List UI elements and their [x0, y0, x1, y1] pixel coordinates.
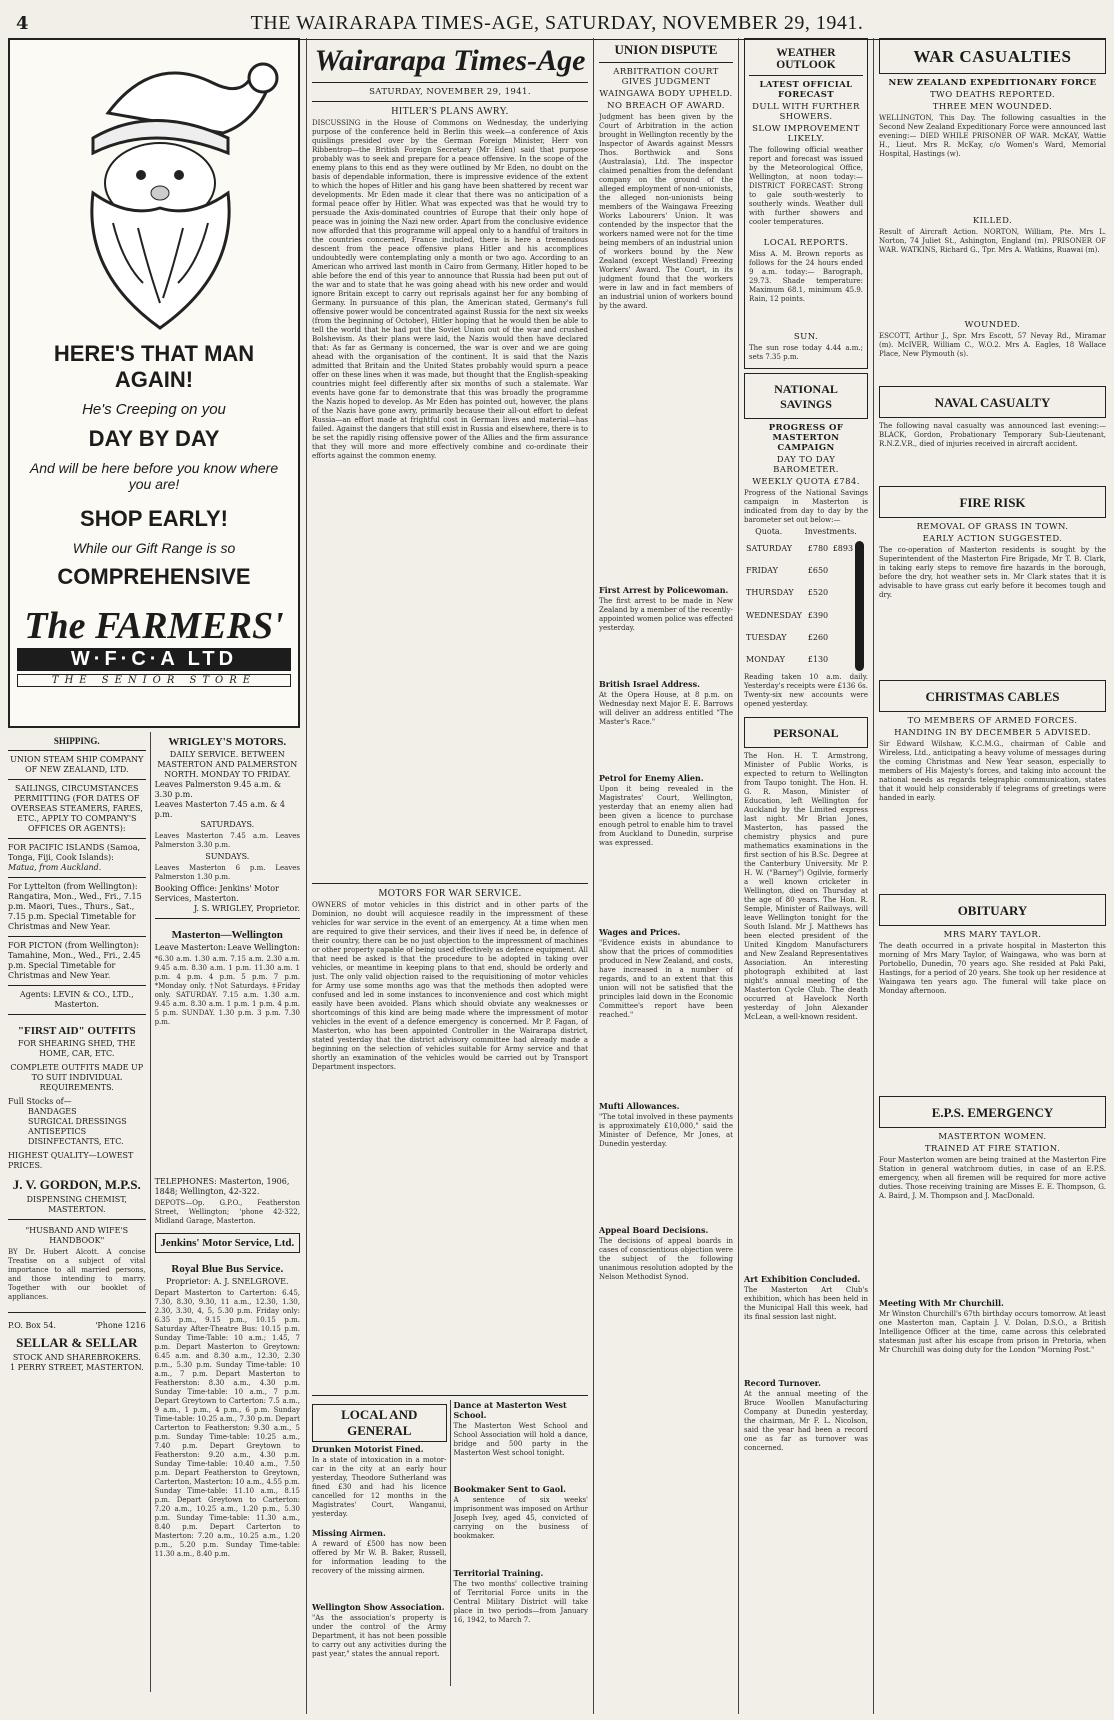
logo-tagline: THE SENIOR STORE [17, 674, 291, 687]
first-aid-for: FOR SHEARING SHED, THE HOME, CAR, ETC. [18, 1039, 136, 1058]
savings-columns [744, 527, 868, 537]
fire-heading: FIRE RISK [959, 495, 1026, 510]
section-heading: Meeting With Mr Churchill. [879, 1298, 1004, 1308]
first-aid-item: SURGICAL DRESSINGS [28, 1117, 127, 1126]
section-heading: Mufti Allowances. [599, 1101, 680, 1111]
farmers-advert [8, 38, 300, 728]
local-item-title: Drunken Motorist Fined. [312, 1444, 424, 1454]
fire-sub: REMOVAL OF GRASS IN TOWN. [916, 522, 1069, 532]
ad-line: And will be here before you know where you are! [29, 460, 279, 492]
jenkins-route: Masterton—Wellington [171, 929, 283, 941]
ad-headline-2: AGAIN! [114, 367, 194, 392]
first-aid-stocks: Full Stocks of— [8, 1097, 72, 1106]
savings-cell-day: MONDAY [746, 655, 785, 665]
savings-cell-day: WEDNESDAY [746, 610, 802, 620]
ad-line: DAY BY DAY [88, 426, 220, 451]
naval-heading: NAVAL CASUALTY [934, 395, 1051, 410]
union-dispute-heading: UNION DISPUTE [614, 42, 718, 57]
logo-text: The FARMERS' [24, 605, 284, 647]
savings-box [744, 373, 868, 419]
first-aid-item: BANDAGES [28, 1107, 77, 1116]
savings-cell-day: TUESDAY [746, 632, 787, 642]
news-column-5: WAR CASUALTIES NEW ZEALAND EXPEDITIONARY FORCE TWO DEATHS REPORTED. THREE MEN WOUNDED. WELLINGTON, This Day. The following casualties in the Second New Zealand Expeditionary Force were announced last evening:— DIED WHILE PRISONER OF WAR. McKAY, Wattie H., Lieut. Mrs R. McKay, c/o Women's Ward, Memorial Hospital, Hastings (w). KILLED. Result of Aircraft Action. NORTON, William, Pte. Mrs L. Norton, 74 Juliet St., Ashington, England (m). PRISONER OF WAR. WATKINS, Richard G., Tpr. Mrs A. Watkins, Ruawai (m). WOUNDED. ESCOTT, Arthur J., Spr. Mrs Escott, 57 Nevay Rd., Miramar (m). McIVER, William C., W.O.2. Mrs A. Eagles, 18 Wallace Place, New Plymouth (s). NAVAL CASUALTY The following naval casualty was announced last evening:— BLACK, Gordon, Probationary Temporary Sub-Lieutenant, R.N.Z.V.R., died of injuries received in aircraft accident. FIRE RISK REMOVAL OF GRASS IN TOWN. EARLY ACTION SUGGESTED. The co-operation of Masterton residents is sought by the Superintendent of the Masterton Fire Brigade, Mr T. B. Clark, in taking early steps to remove fire hazards in the borough, before the dry, hot weather sets in. Mr Clark states that it is advisable to have grass cut early before it becomes tough and dry. CHRISTMAS CABLES TO MEMBERS OF ARMED FORCES. HANDING IN BY DECEMBER 5 ADVISED. Sir Edward Wilshaw, K.C.M.G., chairman of Cable and Wireless, Ltd., anticipating a heavy volume of messages during the coming Christmas and New Year season, especially to members of His Majesty's forces, and taking into account the national needs as regards telegraphic communication, states that it would help considerably if telegrams of greetings were handed in early. OBITUARY MRS MARY TAYLOR. The death occurred in a private hospital in Masterton this morning of Mrs Mary Taylor, of Waingawa, who was born at Portobello, Dunedin, 70 years ago. She resided at Paki Paki, Hastings, for a period of 20 years. She took up her residence at Waingawa ten years ago. The funeral will take place on Monday afternoon. E.P.S. EMERGENCY MASTERTON WOMEN. TRAINED AT FIRE STATION. Four Masterton women are being trained at the Masterton Fire Station in general watchroom duties, in case of an E.P.S. emergency, when all firemen will be required for more active duties. Those receiving training are Misses E. E. Thompson, G. A. Baird, J. M. Thompson and J. MacDonald. Meeting With Mr Churchill. Mr Winston Churchill's 67th birthday occurs tomorrow. At least one Masterton man, Captain J. V. Dolan, D.S.O., a British Intelligence Officer at the time, came across this celebrated statesman just after his escape from prison in Pretoria, when Mr Churchill was doing duty for the London "Morning Post." [879, 38, 1106, 1714]
leader-1-text: DISCUSSING in the House of Commons on Wednesday, the underlying purpose of the conference held in Berlin this week—a conference of Axis quislings presided over by the German Foreign Minister, Herr von Ribbentrop—the British Foreign Secretary (Mr Eden) said that purpose probably was to seek and prepare for a peace offensive. In the scope of the enemy plans to this end as they were outlined by Mr Eden, no doubt on the basis of dependable information, there is impressive evidence of the extent to which the hopes of Hitler and his gang have been shattered by recent war developments. Mr Eden made it clear that there was no anticipation of a formal peace offer by Hitler. What was expected was that he would try to persuade the Axis-dominated countries of Europe that their only hope of peace was in joining the Nazi new order. Apart from the conclusive evidence now afforded that this programme will appeal only to a handful of traitors in the countries concerned, France included, there is here a tremendous descent from the peace offensive plans Hitler and his accomplices undoubtedly were contemplating only a month or two ago. According to an American who arrived last month in Cairo from Germany, Hitler hoped to be able before the end of this year to announce that Russia had been put out of the war and to state that he was going ahead with his new order and would ignore Britain except to carry out reprisals against her for any bombing of Germany. In pursuance of this plan, the American stated, Germany's full offensive power would be concentrated against Russia for the next six weeks (from the beginning of October), Hitler hoping that he would then be able to tell the world that he had put the Soviet Union out of the war and crushed Bolshevism. As their plans were laid, the Nazis would then have declared that: As far as Germany is concerned, the war is over and we are going ahead with the organisation of the continent. It is said that the Nazis admitted that Britain and the United States probably would spurn a peace offer on these lines when it was made, but thought that the English-speaking countries might feel differently after six months of such a stalemate. War events have gone far to demonstrate that this was broadly the programme the Nazis hoped to develop. As Mr Eden has pointed out, however, the plans of the Nazis have gone awry, primarily because their all-out effort to defeat Russia—an effort made at frightful cost in German lives and material—has failed. Against the dangers that still exist in Russia and elsewhere, there is to be set the rapidly rising offensive power of the Allies and the firm assurance that they will more and more effectively combine and co-ordinate their efforts against the common enemy. [312, 119, 588, 460]
savings-row [744, 604, 855, 626]
handbook-title: "HUSBAND AND WIFE'S HANDBOOK" [25, 1226, 129, 1245]
royal-blue-proprietor: Proprietor: A. J. SNELGROVE. [166, 1277, 289, 1286]
shipping-lyttelton: For Lyttelton (from Wellington): [8, 882, 138, 891]
war-casualties-heading: WAR CASUALTIES [913, 47, 1072, 66]
column-rule [738, 38, 739, 1714]
savings-cell-quota: £130 [807, 655, 829, 665]
war-casualties-box [879, 38, 1106, 74]
column-rule [593, 38, 594, 1714]
savings-row [744, 649, 855, 671]
savings-cell-day: FRIDAY [746, 565, 778, 575]
obituary-box [879, 894, 1106, 926]
union-dispute-sub3: NO BREACH OF AWARD. [607, 101, 725, 111]
personal-box [744, 717, 868, 748]
savings-cell-quota: £260 [807, 632, 829, 642]
wrigley-row: SUNDAYS. [205, 852, 250, 861]
shipping-sailings: SAILINGS, CIRCUMSTANCES PERMITTING (FOR DATES OF OVERSEAS STEAMERS, FARES, ETC., APPLY TO COMPANY'S OFFICES OR AGENTS): [10, 784, 143, 833]
sellar-box: P.O. Box 54. [8, 1321, 56, 1330]
obituary-heading: OBITUARY [957, 903, 1028, 918]
ad-line: While our Gift Range is so [72, 540, 236, 556]
sellar-trade: STOCK AND SHAREBROKERS. [12, 1353, 141, 1362]
savings-cell-day: SATURDAY [746, 543, 793, 553]
chemist-trade: DISPENSING CHEMIST, [26, 1195, 127, 1204]
column-rule [873, 38, 874, 1714]
ads-column [8, 38, 300, 1714]
ad-headline: HERE'S THAT MAN [53, 341, 255, 366]
santa-claus-illustration [13, 43, 295, 333]
ads-lower [8, 732, 300, 1692]
column-rule [306, 38, 307, 1714]
war-casualties-wounded: WOUNDED. [964, 320, 1021, 330]
savings-cell-inv [830, 559, 855, 581]
chemist-town: MASTERTON. [48, 1205, 106, 1214]
page-number: 4 [16, 13, 30, 34]
motor-ads: WRIGLEY'S MOTORS. DAILY SERVICE. BETWEEN MASTERTON AND PALMERSTON NORTH. MONDAY TO FRIDAY. Leaves Palmerston 9.45 a.m. & 3.30 p.m. Leaves Masterton 7.45 a.m. & 4 p.m. SATURDAYS. Leaves Masterton 7.45 a.m. Leaves Palmerston 3.30 p.m. SUNDAYS. Leaves Masterton 6 p.m. Leaves Palmerston 1.30 p.m. Booking Office: Jenkins' Motor Services, Masterton. J. S. WRIGLEY, Proprietor. Masterton—Wellington Leave Masterton: Leave Wellington: *6.30 a.m. 1.30 a.m. 7.15 a.m. 2.30 a.m. 9.45 a.m. 8.30 a.m. 1 p.m. 11.30 a.m. 1 p.m. 4 p.m. 4 p.m. 5 p.m. 7 p.m. *Monday only. †Not Saturdays. ‡Friday only. SATURDAY. 7.15 a.m. 1.30 a.m. 9.45 a.m. 8.30 a.m. 1 p.m. 1 p.m. 4 p.m. 5 p.m. SUNDAY. 1.30 p.m. 3 p.m. 7.30 p.m. TELEPHONES: Masterton, 1906, 1848; Wellington, 42-322. DEPOTS—Op. G.P.O., Featherston Street, Wellington; 'phone 42-322, Midland Garage, Masterton. Jenkins' Motor Service, Ltd. Royal Blue Bus Service. Proprietor: A. J. SNELGROVE. Depart Masterton to Carterton: 6.45, 7.30, 8.30, 9.30, 11 a.m., 12.30, 1.30, 2.30, 3.30, 4, 5, 5.30 p.m. Friday only: 6.35 p.m., 9.15 p.m., 10.15 p.m. Saturday After-Theatre Bus: 10.15 p.m. Sunday Time-Table: 10 a.m.; 1.45, 7 p.m. Depart Masterton to Greytown: 6.45 a.m. and 8.30 a.m., 12.30, 2.30 p.m., 5.30 p.m. Sunday Time-table: 10 a.m., 7 p.m. Depart Masterton to Featherston: 8.30 a.m., 4.30 p.m. Sunday Time-table: 10 a.m., 7 p.m. Depart Greytown to Carterton: 7.5 a.m., 9 a.m., 1 p.m., 4 p.m., 6 p.m. Sunday Time-table: 10.25 a.m., 7.30 p.m. Depart Carterton to Featherston: 9.30 a.m., 5 p.m. Sunday Time-table: 10.25 a.m., 7.40 p.m. Depart Greytown to Featherston: 9.20 a.m., 4.30 p.m. Sunday Time-table: 10.40 a.m., 7.50 p.m. Depart Featherston to Greytown, Carterton, Masterton: 10 a.m., 4.55 p.m. Sunday Time-table: 11.10 a.m., 8.15 p.m. Depart Greytown to Carterton: 7.20 a.m., 10.25 a.m., 1.20 p.m., 5.30 p.m. Sunday Time-table: 11.30 a.m., 8.40 p.m. Depart Carterton to Masterton: 7.20 a.m., 10.25 a.m., 1.20 p.m., 5.20 p.m. Sunday Time-table: 11.30 a.m., 8.40 p.m. [151, 732, 300, 1692]
local-item-title: Territorial Training. [453, 1568, 544, 1578]
wrigley-sub: DAILY SERVICE. BETWEEN MASTERTON AND PALMERSTON NORTH. MONDAY TO FRIDAY. [157, 750, 298, 779]
shipping-ads [8, 732, 151, 1692]
weather-heading: WEATHER OUTLOOK [776, 47, 836, 71]
editorial-column [312, 38, 588, 1714]
jenkins-timetable: *6.30 a.m. 1.30 a.m. 7.15 a.m. 2.30 a.m. 9.45 a.m. 8.30 a.m. 1 p.m. 11.30 a.m. 1 p.m. 4 p.m. 4 p.m. 5 p.m. 7 p.m. *Monday only. †Not Saturdays. ‡Friday only. SATURDAY. 7.15 a.m. 1.30 a.m. 9.45 a.m. 8.30 a.m. 1 p.m. 1 p.m. 4 p.m. 5 p.m. SUNDAY. 1.30 p.m. 3 p.m. 7.30 p.m. [154, 955, 300, 1026]
ad-line: COMPREHENSIVE [57, 564, 251, 589]
jenkins-name: Jenkins' Motor Service, Ltd. [155, 1233, 300, 1253]
wrigley-row: Leaves Masterton 7.45 a.m. & 4 p.m. [154, 800, 285, 819]
local-item-title: Missing Airmen. [312, 1528, 386, 1538]
war-casualties-sub3: THREE MEN WOUNDED. [932, 102, 1053, 112]
section-heading: Petrol for Enemy Alien. [599, 773, 704, 783]
section-heading: Art Exhibition Concluded. [744, 1274, 861, 1284]
jenkins-col-label: Leave Masterton: [154, 943, 226, 952]
savings-sub: PROGRESS OF MASTERTON CAMPAIGN [768, 423, 844, 453]
wrigley-proprietor: J. S. WRIGLEY, Proprietor. [193, 904, 300, 913]
cables-sub2: HANDING IN BY DECEMBER 5 ADVISED. [894, 728, 1091, 738]
savings-cell-quota: £520 [807, 588, 829, 598]
savings-cell-quota: £390 [807, 610, 829, 620]
sellar-address: 1 PERRY STREET, MASTERTON. [9, 1363, 144, 1372]
first-aid-quality: HIGHEST QUALITY—LOWEST PRICES. [8, 1151, 134, 1170]
wrigley-row: Booking Office: Jenkins' Motor Services, Masterton. [154, 884, 279, 903]
logo-sub: W·F·C·A LTD [17, 648, 291, 671]
savings-cell-quota: £780 [807, 543, 829, 553]
shipping-pacific: FOR PACIFIC ISLANDS (Samoa, Tonga, Fiji, Cook Islands): [8, 843, 141, 862]
savings-mercury-bar [855, 541, 864, 671]
section-heading: Appeal Board Decisions. [599, 1225, 709, 1235]
eps-sub2: TRAINED AT FIRE STATION. [924, 1144, 1061, 1154]
savings-row [744, 582, 855, 604]
royal-blue-timetable: Depart Masterton to Carterton: 6.45, 7.30, 8.30, 9.30, 11 a.m., 12.30, 1.30, 2.30, 3.30, 4, 5, 5.30 p.m. Friday only: 6.35 p.m., 9.15 p.m., 10.15 p.m. Saturday After-Theatre Bus: 10.15 p.m. Sunday Time-Table: 10 a.m.; 1.45, 7 p.m. Depart Masterton to Greytown: 6.45 a.m. and 8.30 a.m., 12.30, 2.30 p.m., 5.30 p.m. Sunday Time-table: 10 a.m., 7 p.m. Depart Masterton to Featherston: 8.30 a.m., 4.30 p.m. Sunday Time-table: 10 a.m., 7 p.m. Depart Greytown to Carterton: 7.5 a.m., 9 a.m., 1 p.m., 4 p.m., 6 p.m. Sunday Time-table: 10.25 a.m., 7.30 p.m. Depart Carterton to Featherston: 9.30 a.m., 5 p.m. Sunday Time-table: 10.25 a.m., 7.40 p.m. Depart Greytown to Featherston: 9.20 a.m., 4.30 p.m. Sunday Time-table: 10.40 a.m., 7.50 p.m. Depart Featherston to Greytown, Carterton, Masterton: 10 a.m., 4.55 p.m. Sunday Time-table: 11.10 a.m., 8.15 p.m. Depart Greytown to Carterton: 7.20 a.m., 10.25 a.m., 1.20 p.m., 5.30 p.m. Sunday Time-table: 11.30 a.m., 8.40 p.m. Depart Carterton to Masterton: 7.20 a.m., 10.25 a.m., 1.20 p.m., 5.20 p.m. Sunday Time-table: 11.30 a.m., 8.40 p.m. [154, 1289, 300, 1558]
savings-cell-day: THURSDAY [746, 588, 794, 598]
jenkins-columns [155, 943, 300, 953]
shipping-heading: SHIPPING. [53, 736, 100, 746]
weather-sub3: SLOW IMPROVEMENT LIKELY. [752, 124, 860, 144]
handbook-text: BY Dr. Hubert Alcott. A concise Treatise on a subject of vital importance to all married persons, and those intending to marry. Together with our booklet of appliances. [8, 1248, 146, 1301]
royal-blue-heading: Royal Blue Bus Service. [171, 1263, 284, 1275]
jenkins-col-label: Leave Wellington: [227, 943, 300, 952]
local-and-general: LOCAL AND GENERAL Drunken Motorist Fined. In a state of intoxication in a motor-car in the city at an early hour yesterday, Theodore Sutherland was fined £30 and had his licence cancelled for 12 months in the Magistrates' Court, Wanganui, yesterday. Missing Airmen. A reward of £500 has now been offered by Mr W. B. Baker, Russell, for information leading to the recovery of the missing airmen. Wellington Show Association. "As the association's property is under the control of the Army Department, it has not been possible to carry out any activities during the past year," states the annual report. Dance at Masterton West School. The Masterton West School and School Association will hold a dance, bridge and 500 party in the Masterton West school tonight. Bookmaker Sent to Gaol. A sentence of six weeks' imprisonment was imposed on Arthur Joseph Ivey, aged 45, convicted of carrying on the business of bookmaker. Territorial Training. The two months' collective training of Territorial Force units in the Central Military District will take place in two periods—from January 16, 1942, to March 7. [312, 1400, 588, 1686]
sellar-contact [8, 1321, 146, 1331]
leader-2-heading: MOTORS FOR WAR SERVICE. [378, 888, 522, 899]
savings-table [744, 537, 855, 671]
wrigley-row: SATURDAYS. [200, 820, 255, 829]
wrigley-heading: WRIGLEY'S MOTORS. [168, 736, 287, 748]
jenkins-telephones: TELEPHONES: Masterton, 1906, 1848; Wellington, 42-322. [154, 1177, 290, 1196]
fire-sub2: EARLY ACTION SUGGESTED. [922, 534, 1063, 544]
shipping-agents: Agents: LEVIN & CO., LTD., Masterton. [19, 990, 134, 1009]
shipping-pacific-sub: Matua, from Auckland. [8, 863, 102, 872]
ad-line: SHOP EARLY! [80, 506, 228, 531]
nameplate: Wairarapa Times-Age [314, 44, 586, 77]
cables-box [879, 680, 1106, 712]
savings-cell-inv [830, 604, 855, 626]
shipping-lyttelton-sub: Rangatira, Mon., Wed., Fri., 7.15 p.m. Maori, Tues., Thurs., Sat., 7.15 p.m. Special Timetable for Christmas and New Year. [8, 892, 142, 931]
savings-barometer [744, 537, 868, 671]
news-column-4: WEATHER OUTLOOK LATEST OFFICIAL FORECAST DULL WITH FURTHER SHOWERS. SLOW IMPROVEMENT LIKELY. The following official weather report and forecast was issued by the Meteorological Office, Wellington, at noon today:— DISTRICT FORECAST: Strong to gale south-westerly to southerly winds. Weather dull with further showers and cooler temperatures. LOCAL REPORTS. Miss A. M. Brown reports as follows for the 24 hours ended 9 a.m. today:— Barograph, 29.73. Shade temperature: Maximum 68.1, minimum 45.9. Rain, 12 points. SUN. The sun rose today 4.44 a.m.; sets 7.35 p.m. NATIONAL SAVINGS PROGRESS OF MASTERTON CAMPAIGN DAY TO DAY BAROMETER. WEEKLY QUOTA £784. Progress of the National Savings campaign in Masterton is indicated from day to day by the barometer set out below:— Quota. Investments. SATURDAY £780 £893 FRIDAY £650 THURSDAY £520 WEDNESDAY £390 TUESDAY £260 MONDAY £130 Reading taken 10 a.m. daily. Yesterday's receipts were £136 6s. Twenty-six new accounts were opened yesterday. PERSONAL The Hon. H. T. Armstrong, Minister of Public Works, is expected to return to Wellington from Taupo tonight. The Hon. H. G. R. Mason, Minister of Education, left Wellington for Auckland by the Limited express last night. Mr Brian Jones, Masterton, has passed the chemistry physics and pure mathematics examinations in the first section of his B.Sc. Degree at the Canterbury University. Mr P. H. W. ("Barney") Ogilvie, formerly a well known cricketer in Wellington, died on Thursday at the age of 80 years. The Hon. R. Semple, Minister of Railways, will leave Wellington tonight for the South Island. Mr J. Matthews has been elected president of the United Kingdom Manufacturers and New Zealand Representatives Association. An interesting photograph exhibited at last night's annual meeting of the Masterton Cycle Club. The death occurred at Havelock North yesterday of John Alexander McLean, a well-known resident. Art Exhibition Concluded. The Masterton Art Club's exhibition, which has been held in the Municipal Hall this week, had its final session last night. Record Turnover. At the annual meeting of the Bruce Woollen Manufacturing Company at Dunedin yesterday, the chairman, Mr F. L. Nicolson, said the year had been a record one as far as turnover was concerned. [744, 38, 868, 1714]
local-item-title: Bookmaker Sent to Gaol. [453, 1484, 566, 1494]
weather-local: LOCAL REPORTS. [763, 238, 849, 248]
savings-cell-inv: £893 [832, 543, 854, 553]
weather-sub2: DULL WITH FURTHER SHOWERS. [752, 102, 860, 122]
sellar-name: SELLAR & SELLAR [16, 1335, 138, 1350]
shipping-picton: FOR PICTON (from Wellington): [8, 941, 139, 950]
local-item-title: Wellington Show Association. [312, 1602, 445, 1612]
savings-col-label: Investments. [804, 527, 857, 536]
fire-box [879, 486, 1106, 518]
page-masthead [8, 6, 1106, 40]
eps-box [879, 1096, 1106, 1128]
weather-box: WEATHER OUTLOOK LATEST OFFICIAL FORECAST DULL WITH FURTHER SHOWERS. SLOW IMPROVEMENT LIKELY. The following official weather report and forecast was issued by the Meteorological Office, Wellington, at noon today:— DISTRICT FORECAST: Strong to gale south-westerly to southerly winds. Weather dull with further showers and cooler temperatures. LOCAL REPORTS. Miss A. M. Brown reports as follows for the 24 hours ended 9 a.m. today:— Barograph, 29.73. Shade temperature: Maximum 68.1, minimum 45.9. Rain, 12 points. SUN. The sun rose today 4.44 a.m.; sets 7.35 p.m. [744, 38, 868, 369]
news-column-3: UNION DISPUTE ARBITRATION COURT GIVES JUDGMENT WAINGAWA BODY UPHELD. NO BREACH OF AWARD. Judgment has been given by the Court of Arbitration in the action brought in Wellington recently by the Inspector of Awards against Messrs Thos. Borthwick and Sons (Australasia), Ltd. The inspector claimed penalties from the defendant company on the ground of the alleged employment of non-unionists, the alleged non-unionists being members of the Waingawa Freezing Works Labourers' Union. It was contended by the inspector that the workers named were not for the time being members of an industrial union of workers bound by the New Zealand (except Westland) Freezing Workers' Award. The Court, in its judgment found that the workers were in law and in fact members of an industrial union of workers bound by the award. First Arrest by Policewoman. The first arrest to be made in New Zealand by a member of the recently-appointed women police was effected yesterday. British Israel Address. At the Opera House, at 8 p.m. on Wednesday next Major E. E. Barrows will deliver an address entitled "The Master's Race." Petrol for Enemy Alien. Upon it being revealed in the Magistrates' Court, Wellington, yesterday that an enemy alien had been given a licence to purchase enough petrol to enable him to travel from Auckland to Dunedin, surprise was expressed. Wages and Prices. "Evidence exists in abundance to show that the prices of commodities produced in New Zealand, and costs, have increased in a number of regards, and to an extent that this union will not be satisfied that the principles laid down in the Economic Committee's report have been reached." Mufti Allowances. "The total involved in these payments is approximately £10,000," said the Minister of Defence, Mr Jones, at Dunedin yesterday. Appeal Board Decisions. The decisions of appeal boards in cases of conscientious objection were the subject of the following unanimous resolution adopted by the Nelson Methodist Synod. [599, 42, 733, 1281]
savings-row [744, 559, 855, 581]
dateline: SATURDAY, NOVEMBER 29, 1941. [369, 87, 531, 97]
naval-box [879, 386, 1106, 418]
war-casualties-killed: KILLED. [972, 216, 1013, 226]
section-heading: British Israel Address. [599, 679, 700, 689]
savings-cell-quota: £650 [807, 565, 829, 575]
weather-sub: LATEST OFFICIAL FORECAST [759, 80, 853, 100]
weather-sun: SUN. [793, 332, 819, 342]
union-dispute-sub: ARBITRATION COURT GIVES JUDGMENT [613, 67, 719, 87]
page-title: THE WAIRARAPA TIMES-AGE, SATURDAY, NOVEMBER 29, 1941. [250, 12, 864, 34]
local-item-title: Dance at Masterton West School. [453, 1400, 567, 1420]
cables-sub: TO MEMBERS OF ARMED FORCES. [907, 716, 1078, 726]
local-heading: LOCAL AND GENERAL [312, 1404, 447, 1442]
savings-cell-inv [830, 626, 855, 648]
cables-heading: CHRISTMAS CABLES [925, 689, 1060, 704]
savings-cell-inv [830, 649, 855, 671]
section-heading: Wages and Prices. [599, 927, 681, 937]
savings-row [744, 537, 855, 559]
ad-line: He's Creeping on you [82, 401, 226, 418]
shipping-company: UNION STEAM SHIP COMPANY OF NEW ZEALAND, LTD. [10, 755, 144, 774]
war-casualties-sub: NEW ZEALAND EXPEDITIONARY FORCE [888, 78, 1097, 88]
savings-quota: WEEKLY QUOTA £784. [752, 477, 860, 487]
personal-heading: PERSONAL [773, 726, 839, 740]
first-aid-heading: "FIRST AID" OUTFITS [17, 1025, 136, 1037]
leader-1-heading: HITLER'S PLANS AWRY. [391, 106, 509, 117]
section-heading: Record Turnover. [744, 1378, 821, 1388]
savings-heading: NATIONAL SAVINGS [774, 382, 838, 411]
farmers-logo [13, 604, 295, 687]
savings-col-label: Quota. [755, 527, 783, 536]
first-aid-complete: COMPLETE OUTFITS MADE UP TO SUIT INDIVIDUAL REQUIREMENTS. [10, 1063, 144, 1092]
union-dispute-sub2: WAINGAWA BODY UPHELD. [599, 89, 733, 99]
eps-sub: MASTERTON WOMEN. [938, 1132, 1047, 1142]
savings-cell-inv [830, 582, 855, 604]
war-casualties-sub2: TWO DEATHS REPORTED. [929, 90, 1055, 100]
savings-baro: DAY TO DAY BAROMETER. [773, 455, 839, 475]
chemist-name: J. V. GORDON, M.P.S. [12, 1177, 141, 1192]
sellar-phone: 'Phone 1216 [95, 1321, 146, 1330]
obituary-sub: MRS MARY TAYLOR. [943, 930, 1042, 940]
wrigley-row: Leaves Palmerston 9.45 a.m. & 3.30 p.m. [154, 780, 282, 799]
first-aid-item: ANTISEPTICS [28, 1127, 87, 1136]
eps-heading: E.P.S. EMERGENCY [931, 1105, 1054, 1120]
savings-row [744, 626, 855, 648]
first-aid-item: DISINFECTANTS, ETC. [28, 1137, 124, 1146]
section-heading: First Arrest by Policewoman. [599, 585, 729, 595]
leader-2-text: OWNERS of motor vehicles in this district and in other parts of the Dominion, no doubt will acquiesce readily in the impressment of these vehicles for war service in the event of an emergency. At a time when men are required to give their services, and their lives if need be, in defence of their country, there can be no just objection to the impressment of machines or other property capable of being used effectively as defence equipment. All that need be asked is that the procedure to be adopted in taking over vehicles, or meantime in keeping plans to that end, should be orderly and just. The only valid objection raised to the requisitioning of motor vehicles for Army use some months ago was that the methods then adopted were confused and led in some instances to inconvenience and cost which might easily have been avoided. Plans which should obviate any weaknesses or shortcomings of this kind are being made where the impressment of motor vehicles in the event of a defence emergency is concerned. Mr P. Fagan, of Masterton, who has been appointed Controller in the Wairarapa district, stated yesterday that the district advisory committee had already made a beginning on the selection of vehicles suitable for Army service and that shortly an examination of the vehicles would be carried out by Transport Department inspectors. [312, 901, 588, 1071]
shipping-picton-sub: Tamahine, Mon., Wed., Fri., 2.45 p.m. Special Timetable for Christmas and New Year. [8, 951, 141, 980]
